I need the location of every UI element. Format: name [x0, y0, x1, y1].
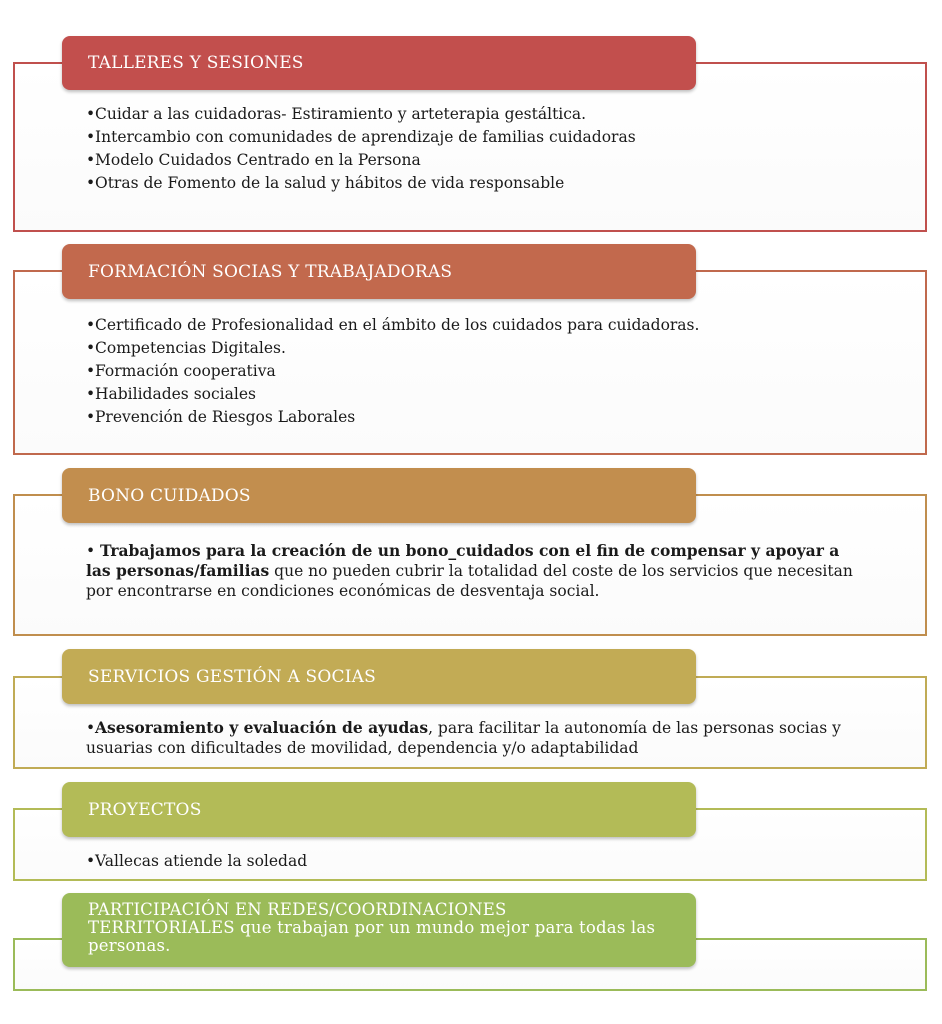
list-item: •Modelo Cuidados Centrado en la Persona: [86, 151, 421, 169]
section-paragraph: •Asesoramiento y evaluación de ayudas, para facilitar la autonomía de las personas socias y usuarias con dificultades de movilidad, dependencia y/o adaptabilidad: [86, 718, 841, 757]
section-title: PARTICIPACIÓN EN REDES/COORDINACIONES TERRITORIALES que trabajan por un mundo mejor para todas las personas.: [88, 900, 656, 955]
list-item: •Habilidades sociales: [86, 385, 256, 403]
section-header: [62, 649, 696, 704]
highlight-text: Asesoramiento y evaluación de ayudas: [95, 718, 429, 737]
body-text: , para facilitar la autonomía de las personas socias y usuarias con dificultades de movilidad, dependencia y/o adaptabilidad: [86, 719, 841, 757]
highlight-text: Trabajamos para la creación de un bono_cuidados con el fin de compensar y apoyar a las personas/familias: [86, 541, 840, 580]
list-item: •Certificado de Profesionalidad en el ámbito de los cuidados para cuidadoras.: [86, 316, 700, 334]
section-list: [86, 850, 906, 873]
section-header: [62, 468, 696, 523]
section-list: [86, 314, 906, 429]
section-title: SERVICIOS GESTIÓN A SOCIAS: [88, 666, 376, 687]
list-item: •Intercambio con comunidades de aprendizaje de familias cuidadoras: [86, 128, 636, 146]
section-title: TALLERES Y SESIONES: [88, 53, 304, 73]
list-item: •Formación cooperativa: [86, 362, 276, 380]
section-title: PROYECTOS: [88, 799, 202, 820]
section-header: [62, 36, 696, 90]
section-title: BONO CUIDADOS: [88, 485, 251, 506]
section-paragraph: • Trabajamos para la creación de un bono_cuidados con el fin de compensar y apoyar a las personas/familias que no pueden cubrir la totalidad del coste de los servicios que necesitan por encontrarse en condiciones económicas de desventaja social.: [86, 541, 853, 600]
section-header: [62, 244, 696, 299]
section-header: [62, 782, 696, 837]
list-item: •Otras de Fomento de la salud y hábitos de vida responsable: [86, 174, 565, 192]
list-item: •Cuidar a las cuidadoras- Estiramiento y arteterapia gestáltica.: [86, 105, 587, 123]
list-item: •Prevención de Riesgos Laborales: [86, 408, 356, 426]
list-item: •Vallecas atiende la soledad: [86, 852, 308, 870]
section-list: [86, 103, 906, 195]
section-header: [62, 893, 696, 967]
body-text: que no pueden cubrir la totalidad del coste de los servicios que necesitan por encontrarse en condiciones económicas de desventaja social.: [86, 562, 853, 600]
list-item: •Competencias Digitales.: [86, 339, 286, 357]
section-title: FORMACIÓN SOCIAS Y TRABAJADORAS: [88, 261, 453, 282]
